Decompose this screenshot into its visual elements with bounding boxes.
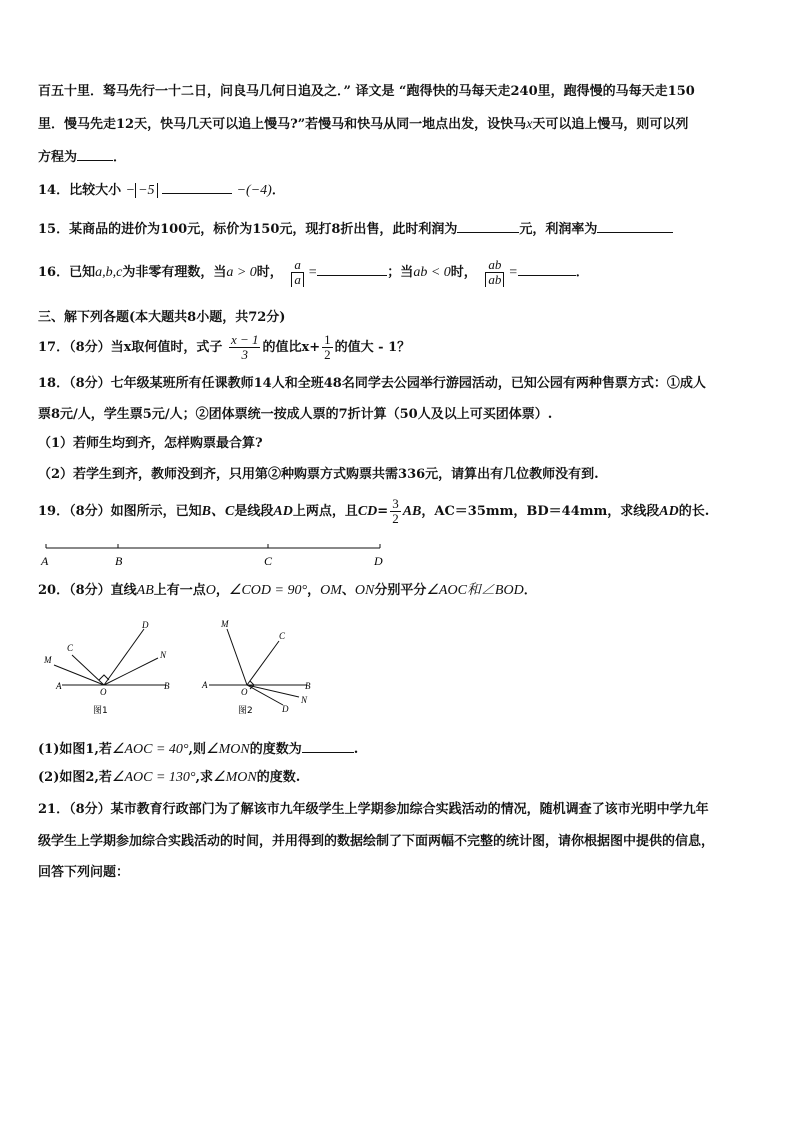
question-18-sub-2: （2）若学生到齐，教师没到齐，只用第②种购票方式购票共需336元，请算出有几位教师没有到. (38, 467, 599, 482)
question-18-sub-1: （1）若师生均到齐，怎样购票最合算? (38, 436, 263, 451)
q20-number: 20． (38, 583, 70, 598)
q19-fraction-den: 2 (392, 511, 399, 526)
q13-line-2-a: 里．慢马先走12天，快马几天可以追上慢马?”若慢马和快马从同一地点出发，设快马 (38, 117, 527, 132)
q20-part-1-a: (1)如图1,若 (38, 742, 112, 757)
question-20 (38, 583, 537, 599)
q16-fraction-1-den-abs: a (291, 272, 304, 287)
fig1-label-o: O (100, 687, 107, 697)
q16-vars: a,b,c (95, 265, 123, 280)
fig2-label-d: D (282, 704, 289, 714)
q16-number: 16． (38, 265, 70, 280)
q16-cond-2: ab < 0 (413, 265, 451, 280)
q14-lhs-abs: −5 (135, 183, 157, 198)
q19-fraction-num: 3 (392, 496, 399, 511)
fig1-ray-od (104, 629, 144, 685)
q17-fraction-1-den: 3 (241, 347, 248, 362)
q20-angle: ∠COD = 90° (228, 583, 308, 598)
q14-answer-blank[interactable] (162, 180, 232, 194)
q20-angles: ∠AOC和∠BOD (426, 583, 524, 598)
q16-text-d: 时， (450, 265, 477, 280)
question-21-line-3: 回答下列问题： (38, 865, 130, 880)
q17-text-a: 当x取何值时，式子 (110, 340, 223, 355)
fig1-label-n: N (160, 650, 167, 660)
q19-fraction (390, 497, 401, 526)
q14-text: 比较大小 (69, 183, 122, 198)
q13-answer-blank[interactable] (77, 147, 113, 161)
q20-score: （8分） (69, 583, 111, 598)
q16-fraction-2 (483, 258, 506, 287)
fig1-caption: 图1 (93, 706, 108, 716)
fig1-ray-oc (72, 655, 104, 685)
question-14 (38, 180, 285, 199)
fig2-ray-on (247, 685, 299, 697)
q21-score: （8分） (69, 802, 111, 817)
q20-part-2-a: (2)如图2,若 (38, 770, 112, 785)
q20-text-d: ， (307, 583, 321, 598)
q13-line-3-text: 方程为 (38, 150, 78, 165)
q17-text-c: 的值大 - 1？ (334, 340, 411, 355)
q18-score: （8分） (69, 376, 111, 391)
q16-cond-1: a > 0 (226, 265, 257, 280)
q14-lhs-sign: − (125, 183, 136, 198)
q16-answer-blank-1[interactable] (317, 262, 387, 276)
q19-bc: B、C (201, 504, 235, 519)
fig2-ray-om (227, 629, 247, 685)
q20-sep: 、 (341, 583, 355, 598)
q13-line-2 (38, 117, 688, 133)
q16-text-b: 为非零有理数，当 (122, 265, 227, 280)
fig2-ray-od (247, 685, 283, 705)
fig2-label-m: M (221, 619, 229, 629)
q16-text-c: 时， (256, 265, 283, 280)
q14-end: ． (271, 183, 285, 198)
q20-part-1-angle: ∠AOC = 40° (111, 742, 189, 757)
q15-profit-blank[interactable] (457, 219, 519, 233)
q20-part-1-mon: ∠MON (206, 742, 250, 757)
q20-o: O (205, 583, 216, 598)
q20-part-2-angle: ∠AOC = 130° (111, 770, 196, 785)
question-19 (38, 495, 709, 529)
fig2-label-c: C (279, 631, 286, 641)
q20-part-1 (38, 739, 358, 758)
fig2-label-o: O (241, 687, 248, 697)
q16-fraction-2-num: ab (488, 257, 502, 272)
q20-ab: AB (136, 583, 154, 598)
fig2-label-b: B (305, 681, 311, 691)
q16-answer-blank-2[interactable] (518, 262, 576, 276)
question-15 (38, 219, 673, 238)
q13-line-3 (38, 147, 126, 166)
q19-text-e: 的长. (678, 504, 710, 519)
q13-variable-x: x (526, 117, 533, 132)
q20-part-1-end: . (353, 742, 359, 757)
question-21-line-1 (38, 802, 709, 818)
q16-eq-1: = (307, 265, 318, 280)
q20-part-2 (38, 770, 300, 786)
question-21-line-2: 级学生上学期参加综合实践活动的时间，并用得到的数据绘制了下面两幅不完整的统计图，请你根据图中提供的信息， (38, 834, 715, 849)
q16-fraction-2-den (483, 273, 506, 287)
q15-number: 15． (38, 222, 70, 237)
q16-end: ． (575, 265, 589, 280)
fig2-ray-oc (247, 641, 279, 685)
q19-ad-2: AD (659, 504, 679, 519)
label-c: C (264, 554, 273, 568)
q15-rate-blank[interactable] (597, 219, 673, 233)
q16-fraction-1-num: a (294, 257, 301, 272)
q20-part-1-c: 的度数为 (249, 742, 302, 757)
q19-cd: CD (357, 504, 378, 519)
q19-segment-figure (38, 540, 388, 570)
fig2-caption: 图2 (238, 706, 253, 716)
q20-text-e: 分别平分 (374, 583, 427, 598)
question-17 (38, 331, 410, 365)
section-3-heading: 三、解下列各题(本大题共8小题，共72分) (38, 310, 286, 325)
question-18-line-2: 票8元/人，学生票5元/人；②团体票统一按成人票的7折计算（50人及以上可买团体票）. (38, 407, 553, 422)
q17-fraction-1-num: x − 1 (230, 332, 259, 347)
q20-on: ON (354, 583, 375, 598)
q17-text-b: 的值比x+ (262, 340, 321, 355)
q20-part-2-b: ,求 (195, 770, 214, 785)
q20-end: ． (523, 583, 537, 598)
q17-fraction-2-den: 2 (324, 347, 331, 362)
q20-figure-2 (195, 615, 325, 720)
q14-rhs: −(−4) (236, 183, 272, 198)
q19-text-a: 如图所示，已知 (110, 504, 202, 519)
question-16 (38, 256, 589, 290)
q16-fraction-1-den (289, 273, 306, 287)
fig1-label-b: B (164, 681, 170, 691)
q15-text-a: 某商品的进价为100元，标价为150元，现打8折出售，此时利润为 (69, 222, 458, 237)
q19-number: 19． (38, 504, 70, 519)
q15-text-b: 元，利润率为 (519, 222, 598, 237)
q19-text-c: 上两点，且 (292, 504, 358, 519)
label-a: A (41, 554, 49, 568)
q18-number: 18． (38, 376, 70, 391)
q13-line-2-b: 天可以追上慢马，则可以列 (532, 117, 689, 132)
q19-ab: AB (402, 504, 422, 519)
q20-text-c: ， (215, 583, 229, 598)
q16-eq-2: = (508, 265, 518, 280)
q20-part-1-b: ,则 (188, 742, 207, 757)
q17-fraction-2 (322, 333, 333, 362)
q21-number: 21． (38, 802, 70, 817)
q16-fraction-1 (289, 258, 306, 287)
q14-number: 14． (38, 183, 70, 198)
fig1-ray-om (54, 665, 104, 685)
q20-figure-1 (40, 615, 180, 720)
label-d: D (374, 554, 383, 568)
fig1-label-d: D (142, 620, 149, 630)
fig1-ray-on (104, 658, 158, 685)
q19-score: （8分） (69, 504, 111, 519)
q20-text-a: 直线 (110, 583, 137, 598)
q20-part-2-mon: ∠MON (213, 770, 257, 785)
q21-line-1-text: 某市教育行政部门为了解该市九年级学生上学期参加综合实践活动的情况，随机调查了该市光明中学九年 (110, 802, 709, 817)
question-18-line-1 (38, 376, 706, 392)
q17-score: （8分） (69, 340, 111, 355)
fig1-label-m: M (44, 655, 52, 665)
q16-semicolon: ；当 (387, 265, 414, 280)
fig1-label-c: C (67, 643, 74, 653)
q17-fraction-2-num: 1 (324, 332, 331, 347)
q20-om: OM (320, 583, 342, 598)
q19-text-b: 是线段 (234, 504, 274, 519)
q18-line-1-text: 七年级某班所有任课教师14人和全班48名同学去公园举行游园活动，已知公园有两种售票方式：①成人 (110, 376, 706, 391)
q13-line-3-end: ． (113, 150, 127, 165)
q19-eq: = (377, 504, 389, 519)
q16-text-a: 已知 (69, 265, 96, 280)
q17-number: 17． (38, 340, 70, 355)
fig2-label-a: A (202, 680, 208, 690)
fig1-label-a: A (56, 681, 62, 691)
q20-text-b: 上有一点 (153, 583, 206, 598)
q16-fraction-2-den-abs: ab (485, 272, 504, 287)
q19-text-d: ，AC＝35mm，BD＝44mm，求线段 (421, 504, 660, 519)
q20-part-1-blank[interactable] (302, 739, 354, 753)
fig2-label-n: N (301, 695, 308, 705)
q17-fraction-1 (229, 333, 261, 362)
q13-line-1: 百五十里．驽马先行一十二日，问良马几何日追及之．” 译文是 “跑得快的马每天走240里，跑得慢的马每天走150 (38, 84, 695, 99)
q20-part-2-c: 的度数. (256, 770, 301, 785)
q19-ad: AD (273, 504, 293, 519)
label-b: B (115, 554, 123, 568)
